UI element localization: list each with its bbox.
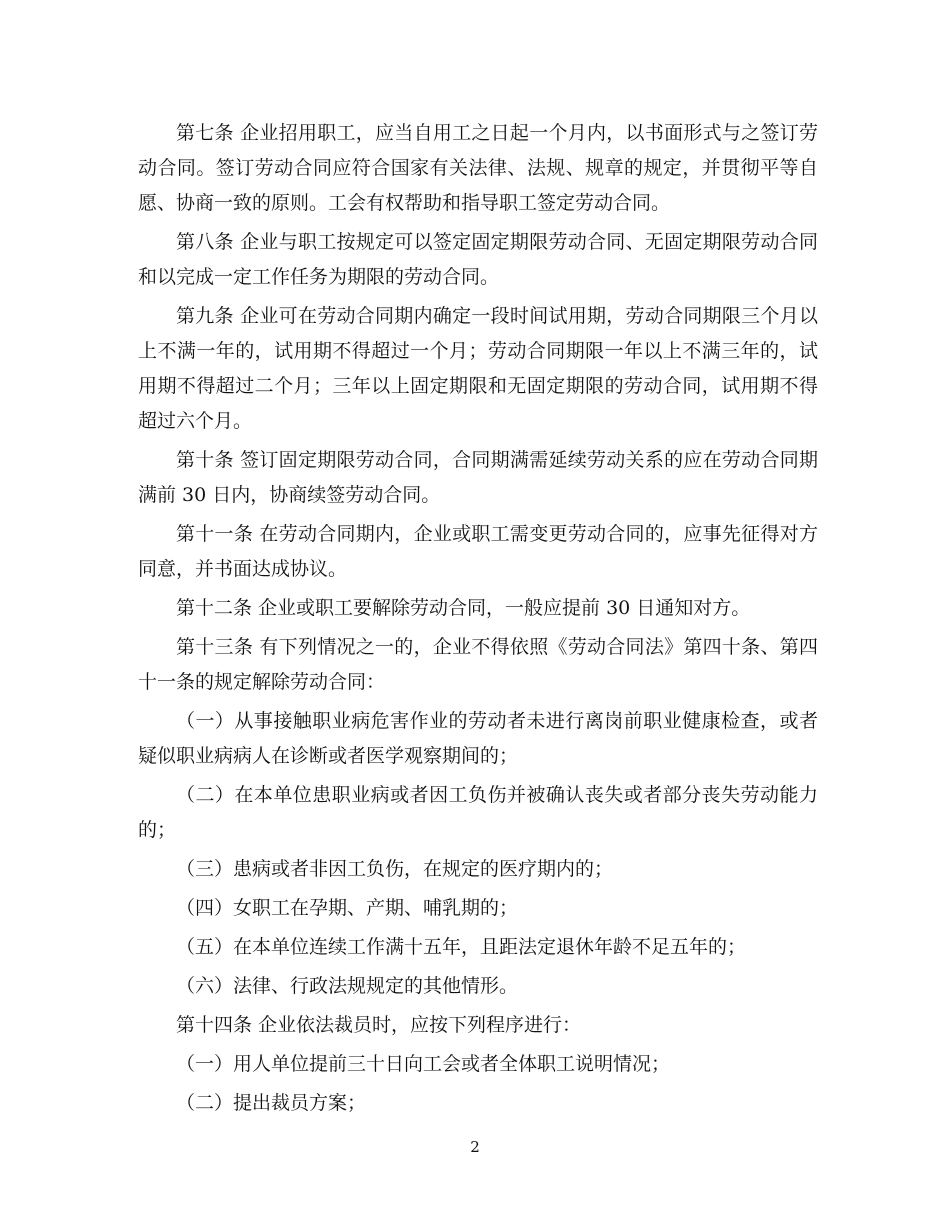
article-14: 第十四条 企业依法裁员时，应按下列程序进行：: [176, 1014, 582, 1036]
article-9: 第九条 企业可在劳动合同期内确定一段时间试用期，劳动合同期限三个月以上不满一年的，试用期不得超过一个月；劳动合同期限一年以上不满三年的，试用期不得超过二个月；三年以上固定期限和无固定期限的劳动合同，试用期不得超过六个月。: [138, 305, 818, 432]
article-13-item-1: （一）从事接触职业病危害作业的劳动者未进行离岗前职业健康检查，或者疑似职业病病人在诊断或者医学观察期间的；: [138, 710, 818, 767]
article-10: 第十条 签订固定期限劳动合同，合同期满需延续劳动关系的应在劳动合同期满前 30 日内，协商续签劳动合同。: [138, 449, 818, 506]
article-7: 第七条 企业招用职工，应当自用工之日起一个月内，以书面形式与之签订劳动合同。签订劳动合同应符合国家有关法律、法规、规章的规定，并贯彻平等自愿、协商一致的原则。工会有权帮助和指导职工签定劳动合同。: [138, 122, 818, 214]
article-14-item-2: （二）提出裁员方案；: [176, 1092, 367, 1114]
article-11: 第十一条 在劳动合同期内，企业或职工需变更劳动合同的，应事先征得对方同意，并书面达成协议。: [138, 523, 818, 580]
article-14-item-1: （一）用人单位提前三十日向工会或者全体职工说明情况；: [176, 1053, 671, 1075]
article-13-item-6: （六）法律、行政法规规定的其他情形。: [176, 975, 519, 997]
article-8: 第八条 企业与职工按规定可以签定固定期限劳动合同、无固定期限劳动合同和以完成一定工作任务为期限的劳动合同。: [138, 231, 818, 288]
article-13-item-2: （二）在本单位患职业病或者因工负伤并被确认丧失或者部分丧失劳动能力的；: [138, 784, 818, 841]
document-body: [138, 116, 818, 1125]
article-13-item-4: （四）女职工在孕期、产期、哺乳期的；: [176, 897, 519, 919]
article-13: 第十三条 有下列情况之一的，企业不得依照《劳动合同法》第四十条、第四十一条的规定解除劳动合同：: [138, 636, 818, 693]
page-number: 2: [470, 1138, 480, 1156]
article-13-item-3: （三）患病或者非因工负伤，在规定的医疗期内的；: [176, 858, 614, 880]
article-13-item-5: （五）在本单位连续工作满十五年，且距法定退休年龄不足五年的；: [176, 936, 747, 958]
article-12: 第十二条 企业或职工要解除劳动合同，一般应提前 30 日通知对方。: [176, 597, 751, 619]
